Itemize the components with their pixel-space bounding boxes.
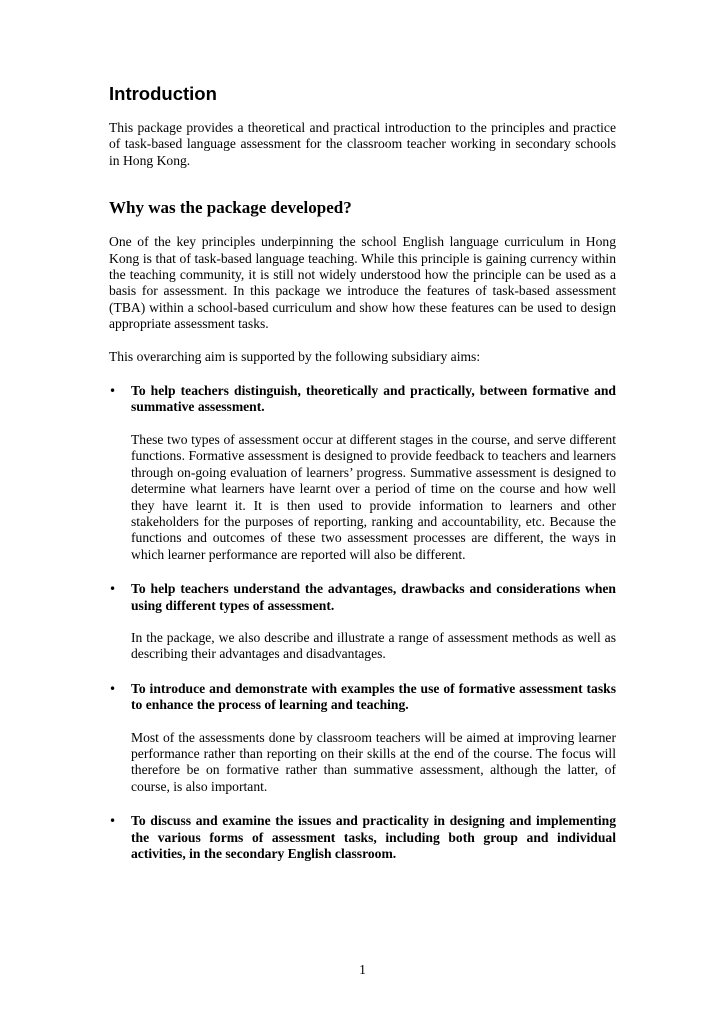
- bullet-icon: •: [109, 814, 117, 829]
- aim-title: To help teachers distinguish, theoretically and practically, between formative and summative assessment.: [131, 383, 616, 415]
- aim-item: [109, 813, 616, 862]
- introduction-paragraph: This package provides a theoretical and practical introduction to the principles and practice of task-based language assessment for the classroom teacher working in secondary schools in Hong Kong.: [109, 120, 616, 168]
- bullet-icon: •: [109, 681, 117, 696]
- aim-title: To introduce and demonstrate with examples the use of formative assessment tasks to enhance the process of learning and teaching.: [131, 680, 616, 713]
- aim-item: [109, 581, 616, 663]
- introduction-heading: Introduction: [109, 83, 217, 104]
- subsidiary-aims-list: [109, 383, 616, 862]
- aim-title: To help teachers understand the advantages, drawbacks and considerations when using different types of assessment.: [131, 581, 616, 613]
- page-number: 1: [359, 962, 366, 977]
- aim-item: [109, 383, 616, 563]
- bullet-icon: •: [109, 384, 117, 399]
- aim-body: These two types of assessment occur at different stages in the course, and serve different functions. Formative assessment is designed to provide feedback to teachers and learners through on-going evaluation of learners’ progress. Summative assessment is designed to determine what learners have learnt over a period of time on the course and how well they have learnt it. It is then used to provide information to learners and other stakeholders for the purposes of reporting, ranking and accountability, etc. Because the functions and outcomes of these two assessment processes are different, the ways in which learner performance are reported will also be different.: [131, 431, 616, 562]
- aims-intro-paragraph: This overarching aim is supported by the following subsidiary aims:: [109, 348, 481, 364]
- aim-title: To discuss and examine the issues and practicality in designing and implementing the various forms of assessment tasks, including both group and individual activities, in the secondary English classroom.: [131, 813, 616, 861]
- bullet-icon: •: [109, 582, 117, 597]
- aim-body: Most of the assessments done by classroom teachers will be aimed at improving learner performance rather than reporting on their skills at the end of the course. The focus will therefore be on formative rather than summative assessment, although the latter, of course, is also important.: [131, 729, 616, 794]
- aim-body: In the package, we also describe and illustrate a range of assessment methods as well as describing their advantages and disadvantages.: [131, 629, 616, 662]
- aim-item: [109, 681, 616, 795]
- document-page: [109, 82, 616, 880]
- why-developed-paragraph: One of the key principles underpinning the school English language curriculum in Hong Kong is that of task-based language teaching. While this principle is gaining currency within the teaching community, it is still not widely understood how the principle can be used as a basis for assessment. In this package we introduce the features of task-based assessment (TBA) within a school-based curriculum and show how these features can be used to design appropriate assessment tasks.: [109, 234, 616, 332]
- why-developed-heading: Why was the package developed?: [109, 198, 352, 218]
